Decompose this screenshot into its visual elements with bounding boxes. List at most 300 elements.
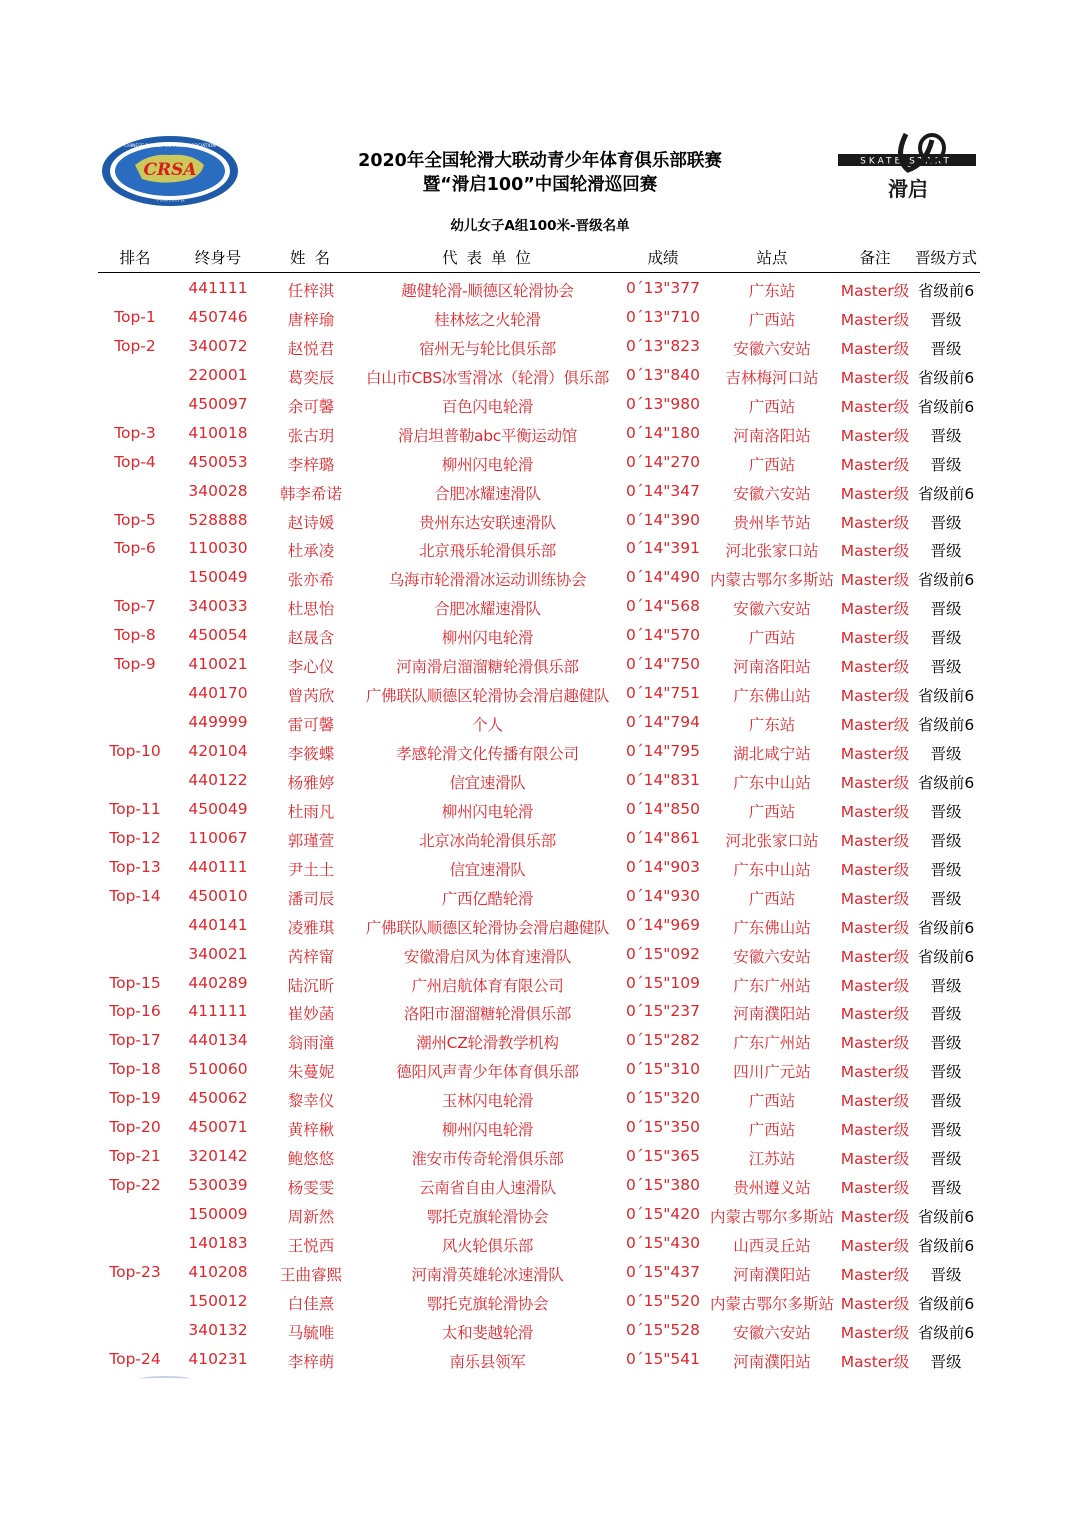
advance-cell: 晋级 bbox=[930, 339, 962, 358]
note-cell: Master级 bbox=[840, 1265, 910, 1284]
advance-cell: 省级前6 bbox=[917, 397, 975, 416]
note-cell: Master级 bbox=[840, 1323, 910, 1342]
id-cell: 528888 bbox=[188, 510, 248, 529]
advance-cell: 省级前6 bbox=[917, 1208, 975, 1226]
unit-cell: 北京飛乐轮滑俱乐部 bbox=[419, 542, 556, 561]
score-cell: 0´14"795 bbox=[625, 742, 701, 760]
unit-cell: 广州启航体育有限公司 bbox=[411, 976, 564, 995]
note-cell: Master级 bbox=[840, 571, 910, 590]
unit-cell: 贵州东达安联速滑队 bbox=[419, 513, 556, 532]
advance-cell: 晋级 bbox=[930, 831, 962, 850]
unit-cell: 信宜速滑队 bbox=[449, 860, 526, 879]
score-cell: 0´15"528 bbox=[625, 1320, 701, 1339]
score-cell: 0´15"109 bbox=[625, 973, 701, 992]
unit-cell: 柳州闪电轮滑 bbox=[441, 802, 534, 821]
name-cell: 杜思怡 bbox=[287, 600, 335, 619]
advance-cell: 晋级 bbox=[930, 1092, 962, 1111]
score-cell: 0´14"831 bbox=[625, 770, 701, 789]
unit-cell: 淮安市传奇轮滑俱乐部 bbox=[411, 1150, 564, 1169]
svg-text:滑启: 滑启 bbox=[888, 177, 928, 201]
score-cell: 0´15"420 bbox=[625, 1205, 701, 1223]
note-cell: Master级 bbox=[840, 1034, 910, 1053]
id-cell: 150012 bbox=[188, 1291, 248, 1310]
station-cell: 广西站 bbox=[748, 802, 796, 821]
score-cell: 0´15"541 bbox=[625, 1349, 701, 1368]
unit-cell: 柳州闪电轮滑 bbox=[441, 629, 534, 648]
rank-cell: Top-5 bbox=[114, 510, 156, 529]
advance-cell: 晋级 bbox=[930, 1063, 962, 1082]
station-cell: 广东站 bbox=[748, 716, 796, 735]
note-cell: Master级 bbox=[840, 426, 910, 445]
table-row bbox=[0, 768, 1080, 797]
station-cell: 广东佛山站 bbox=[733, 687, 811, 706]
advance-cell: 晋级 bbox=[930, 455, 962, 474]
rank-cell: Top-4 bbox=[114, 452, 156, 471]
unit-cell: 广西亿酷轮滑 bbox=[441, 889, 534, 908]
score-cell: 0´13"823 bbox=[625, 336, 701, 355]
id-cell: 340132 bbox=[188, 1320, 248, 1339]
unit-cell: 鄂托克旗轮滑协会 bbox=[426, 1208, 549, 1226]
advance-cell: 省级前6 bbox=[917, 484, 975, 503]
note-cell: Master级 bbox=[840, 397, 910, 416]
id-cell: 110067 bbox=[188, 828, 248, 847]
unit-cell: 云南省自由人速滑队 bbox=[419, 1179, 556, 1198]
table-row bbox=[0, 565, 1080, 594]
id-cell: 450746 bbox=[188, 307, 248, 326]
note-cell: Master级 bbox=[840, 1005, 910, 1024]
unit-cell: 风火轮俱乐部 bbox=[441, 1236, 534, 1255]
note-cell: Master级 bbox=[840, 976, 910, 995]
id-cell: 410208 bbox=[188, 1262, 248, 1281]
unit-cell: 德阳风声青少年体育俱乐部 bbox=[396, 1063, 579, 1082]
id-cell: 411111 bbox=[188, 1002, 248, 1021]
id-cell: 450062 bbox=[188, 1089, 248, 1108]
note-cell: Master级 bbox=[840, 947, 910, 966]
station-cell: 广西站 bbox=[748, 1121, 796, 1140]
rank-cell: Top-23 bbox=[109, 1262, 161, 1281]
header-id: 终身号 bbox=[194, 249, 242, 267]
id-cell: 449999 bbox=[188, 713, 248, 732]
note-cell: Master级 bbox=[840, 513, 910, 532]
table-row bbox=[0, 1115, 1080, 1144]
table-row bbox=[0, 826, 1080, 855]
station-cell: 河南濮阳站 bbox=[733, 1005, 811, 1024]
id-cell: 440289 bbox=[188, 973, 248, 992]
table-row bbox=[0, 363, 1080, 392]
id-cell: 340072 bbox=[188, 336, 248, 355]
note-cell: Master级 bbox=[840, 802, 910, 821]
station-cell: 山西灵丘站 bbox=[733, 1236, 811, 1255]
note-cell: Master级 bbox=[840, 658, 910, 677]
id-cell: 440134 bbox=[188, 1031, 248, 1050]
score-cell: 0´15"350 bbox=[625, 1118, 701, 1137]
table-row bbox=[0, 508, 1080, 537]
header-advance: 晋级方式 bbox=[914, 249, 977, 267]
advance-cell: 省级前6 bbox=[917, 368, 975, 387]
station-cell: 广西站 bbox=[748, 629, 796, 648]
note-cell: Master级 bbox=[840, 1092, 910, 1111]
rank-cell: Top-3 bbox=[114, 423, 156, 442]
score-cell: 0´15"437 bbox=[625, 1262, 701, 1281]
rank-cell: Top-16 bbox=[109, 1002, 161, 1021]
station-cell: 广西站 bbox=[748, 1092, 796, 1111]
name-cell: 杨雅婷 bbox=[287, 773, 335, 792]
note-cell: Master级 bbox=[840, 282, 910, 300]
score-cell: 0´15"282 bbox=[625, 1031, 701, 1050]
table-row bbox=[0, 1173, 1080, 1202]
id-cell: 340028 bbox=[188, 481, 248, 500]
unit-cell: 太和斐越轮滑 bbox=[441, 1323, 534, 1342]
rank-cell: Top-20 bbox=[109, 1118, 161, 1137]
score-cell: 0´14"568 bbox=[625, 597, 701, 616]
unit-cell: 信宜速滑队 bbox=[449, 773, 526, 792]
table-row bbox=[0, 1144, 1080, 1173]
table-row bbox=[0, 1202, 1080, 1231]
unit-cell: 潮州CZ轮滑教学机构 bbox=[416, 1034, 559, 1053]
name-cell: 王悦西 bbox=[287, 1236, 335, 1255]
table-row bbox=[0, 623, 1080, 652]
note-cell: Master级 bbox=[840, 831, 910, 850]
station-cell: 内蒙古鄂尔多斯站 bbox=[709, 1208, 834, 1226]
score-cell: 0´14"750 bbox=[625, 655, 701, 674]
table-row bbox=[0, 305, 1080, 334]
advance-cell: 晋级 bbox=[930, 542, 962, 561]
table-row bbox=[0, 942, 1080, 971]
advance-cell: 晋级 bbox=[930, 426, 962, 445]
advance-cell: 晋级 bbox=[930, 1265, 962, 1284]
advance-cell: 晋级 bbox=[930, 1352, 962, 1371]
id-cell: 140183 bbox=[188, 1233, 248, 1252]
station-cell: 贵州遵义站 bbox=[733, 1179, 811, 1198]
score-cell: 0´13"980 bbox=[625, 394, 701, 413]
station-cell: 广东广州站 bbox=[733, 976, 811, 995]
advance-cell: 省级前6 bbox=[917, 571, 975, 590]
station-cell: 河南濮阳站 bbox=[733, 1352, 811, 1371]
table-row bbox=[0, 1231, 1080, 1260]
station-cell: 广西站 bbox=[748, 889, 796, 908]
table-row bbox=[0, 1318, 1080, 1347]
name-cell: 张亦希 bbox=[287, 571, 335, 590]
station-cell: 河北张家口站 bbox=[725, 542, 819, 561]
page-subtitle: 幼儿女子A组100米-晋级名单 bbox=[450, 218, 630, 234]
score-cell: 0´13"710 bbox=[625, 307, 701, 326]
rank-cell: Top-17 bbox=[109, 1031, 161, 1050]
id-cell: 150049 bbox=[188, 568, 248, 587]
rank-cell: Top-10 bbox=[109, 742, 161, 760]
name-cell: 王曲睿熙 bbox=[279, 1265, 342, 1284]
id-cell: 320142 bbox=[188, 1147, 248, 1166]
score-cell: 0´14"861 bbox=[625, 828, 701, 847]
unit-cell: 河南滑英雄轮冰速滑队 bbox=[411, 1265, 564, 1284]
station-cell: 广西站 bbox=[748, 310, 796, 329]
name-cell: 赵诗媛 bbox=[287, 513, 335, 532]
advance-cell: 省级前6 bbox=[917, 1294, 975, 1313]
score-cell: 0´15"520 bbox=[625, 1291, 701, 1310]
rank-cell: Top-19 bbox=[109, 1089, 161, 1108]
svg-text:CRSA: CRSA bbox=[143, 160, 197, 180]
id-cell: 440170 bbox=[188, 684, 248, 703]
station-cell: 河北张家口站 bbox=[725, 831, 819, 850]
score-cell: 0´14"903 bbox=[625, 857, 701, 876]
station-cell: 安徽六安站 bbox=[733, 1323, 811, 1342]
rank-cell: Top-11 bbox=[109, 799, 161, 818]
score-cell: 0´14"570 bbox=[625, 626, 701, 645]
score-cell: 0´14"969 bbox=[625, 915, 701, 934]
station-cell: 河南洛阳站 bbox=[733, 658, 811, 677]
note-cell: Master级 bbox=[840, 368, 910, 387]
station-cell: 广西站 bbox=[748, 397, 796, 416]
unit-cell: 桂林炫之火轮滑 bbox=[434, 310, 541, 329]
advance-cell: 省级前6 bbox=[917, 773, 975, 792]
station-cell: 广东佛山站 bbox=[733, 918, 811, 937]
note-cell: Master级 bbox=[840, 629, 910, 648]
rank-cell: Top-14 bbox=[109, 886, 161, 905]
rank-cell: Top-24 bbox=[109, 1349, 161, 1368]
header-rank: 排名 bbox=[119, 249, 151, 267]
advance-cell: 晋级 bbox=[930, 310, 962, 329]
table-row bbox=[0, 797, 1080, 826]
unit-cell: 南乐县领军 bbox=[449, 1352, 526, 1371]
advance-cell: 晋级 bbox=[930, 1179, 962, 1198]
header-name: 姓 名 bbox=[290, 249, 332, 267]
note-cell: Master级 bbox=[840, 918, 910, 937]
station-cell: 湖北咸宁站 bbox=[733, 745, 811, 763]
name-cell: 张古玥 bbox=[287, 426, 335, 445]
table-row bbox=[0, 1086, 1080, 1115]
rank-cell: Top-13 bbox=[109, 857, 161, 876]
note-cell: Master级 bbox=[840, 860, 910, 879]
id-cell: 410021 bbox=[188, 655, 248, 674]
note-cell: Master级 bbox=[840, 455, 910, 474]
score-cell: 0´15"365 bbox=[625, 1147, 701, 1166]
note-cell: Master级 bbox=[840, 687, 910, 706]
score-cell: 0´15"380 bbox=[625, 1176, 701, 1195]
note-cell: Master级 bbox=[840, 1063, 910, 1082]
advance-cell: 晋级 bbox=[930, 976, 962, 995]
table-row bbox=[0, 276, 1080, 305]
station-cell: 安徽六安站 bbox=[733, 600, 811, 619]
unit-cell: 合肥冰耀速滑队 bbox=[434, 600, 541, 619]
station-cell: 内蒙古鄂尔多斯站 bbox=[709, 1294, 834, 1313]
table-row bbox=[0, 681, 1080, 710]
unit-cell: 白山市CBS冰雪滑冰（轮滑）俱乐部 bbox=[366, 368, 609, 387]
unit-cell: 河南滑启溜溜糖轮滑俱乐部 bbox=[396, 658, 579, 677]
advance-cell: 省级前6 bbox=[917, 947, 975, 966]
score-cell: 0´15"430 bbox=[625, 1233, 701, 1252]
id-cell: 440141 bbox=[188, 915, 248, 934]
id-cell: 450053 bbox=[188, 452, 248, 471]
name-cell: 黄梓楸 bbox=[287, 1121, 335, 1140]
score-cell: 0´13"840 bbox=[625, 365, 701, 384]
rank-cell: Top-7 bbox=[114, 597, 156, 616]
id-cell: 510060 bbox=[188, 1060, 248, 1079]
score-cell: 0´14"270 bbox=[625, 452, 701, 471]
advance-cell: 晋级 bbox=[930, 1150, 962, 1169]
header-station: 站点 bbox=[756, 249, 788, 267]
station-cell: 广东站 bbox=[748, 282, 796, 300]
note-cell: Master级 bbox=[840, 1208, 910, 1226]
table-row bbox=[0, 392, 1080, 421]
note-cell: Master级 bbox=[840, 1150, 910, 1169]
table-row bbox=[0, 1057, 1080, 1086]
unit-cell: 安徽滑启风为体育速滑队 bbox=[403, 947, 572, 966]
score-cell: 0´15"320 bbox=[625, 1089, 701, 1108]
table-row bbox=[0, 739, 1080, 768]
unit-cell: 乌海市轮滑滑冰运动训练协会 bbox=[388, 571, 587, 590]
name-cell: 凌雅琪 bbox=[287, 918, 335, 937]
advance-cell: 省级前6 bbox=[917, 716, 975, 735]
rank-cell: Top-15 bbox=[109, 973, 161, 992]
advance-cell: 晋级 bbox=[930, 1121, 962, 1140]
station-cell: 内蒙古鄂尔多斯站 bbox=[709, 571, 834, 590]
page-title: 2020年全国轮滑大联动青少年体育俱乐部联赛 bbox=[358, 151, 722, 171]
advance-cell: 省级前6 bbox=[917, 687, 975, 706]
table-row bbox=[0, 1347, 1080, 1376]
unit-cell: 鄂托克旗轮滑协会 bbox=[426, 1294, 549, 1313]
id-cell: 450054 bbox=[188, 626, 248, 645]
name-cell: 雷可馨 bbox=[287, 716, 335, 735]
advance-cell: 晋级 bbox=[930, 658, 962, 677]
unit-cell: 玉林闪电轮滑 bbox=[441, 1092, 534, 1111]
name-cell: 李筱蝶 bbox=[287, 745, 335, 763]
table-row bbox=[0, 450, 1080, 479]
id-cell: 420104 bbox=[188, 742, 248, 760]
table-row bbox=[0, 421, 1080, 450]
advance-cell: 省级前6 bbox=[917, 918, 975, 937]
name-cell: 芮梓甯 bbox=[287, 947, 335, 966]
station-cell: 贵州毕节站 bbox=[733, 513, 811, 532]
name-cell: 尹土土 bbox=[287, 860, 335, 879]
note-cell: Master级 bbox=[840, 1236, 910, 1255]
score-cell: 0´14"850 bbox=[625, 799, 701, 818]
name-cell: 李梓璐 bbox=[287, 455, 335, 474]
score-cell: 0´15"092 bbox=[625, 944, 701, 963]
note-cell: Master级 bbox=[840, 745, 910, 763]
rank-cell: Top-22 bbox=[109, 1176, 161, 1195]
score-cell: 0´14"390 bbox=[625, 510, 701, 529]
score-cell: 0´14"751 bbox=[625, 684, 701, 703]
note-cell: Master级 bbox=[840, 600, 910, 619]
station-cell: 四川广元站 bbox=[733, 1063, 811, 1082]
score-cell: 0´15"237 bbox=[625, 1002, 701, 1021]
note-cell: Master级 bbox=[840, 1294, 910, 1313]
station-cell: 江苏站 bbox=[748, 1150, 796, 1169]
id-cell: 530039 bbox=[188, 1176, 248, 1195]
station-cell: 安徽六安站 bbox=[733, 484, 811, 503]
table-row bbox=[0, 652, 1080, 681]
score-cell: 0´14"180 bbox=[625, 423, 701, 442]
id-cell: 440122 bbox=[188, 770, 248, 789]
advance-cell: 省级前6 bbox=[917, 282, 975, 300]
header-score: 成绩 bbox=[647, 249, 679, 267]
name-cell: 韩李希诺 bbox=[279, 484, 342, 503]
advance-cell: 晋级 bbox=[930, 1034, 962, 1053]
unit-cell: 个人 bbox=[472, 716, 503, 735]
header-unit: 代 表 单 位 bbox=[442, 249, 533, 267]
page-title-secondary: 暨“滑启100”中国轮滑巡回赛 bbox=[422, 175, 658, 195]
advance-cell: 晋级 bbox=[930, 1005, 962, 1024]
unit-cell: 滑启坦普勒abc平衡运动馆 bbox=[398, 426, 577, 445]
unit-cell: 合肥冰耀速滑队 bbox=[434, 484, 541, 503]
station-cell: 广东中山站 bbox=[733, 860, 811, 879]
advance-cell: 省级前6 bbox=[917, 1236, 975, 1255]
skate-start-logo bbox=[836, 128, 978, 204]
name-cell: 杜雨凡 bbox=[287, 802, 335, 821]
station-cell: 吉林梅河口站 bbox=[725, 368, 819, 387]
header-divider bbox=[98, 272, 980, 273]
name-cell: 黎幸仪 bbox=[287, 1092, 335, 1111]
name-cell: 陆沉昕 bbox=[287, 976, 335, 995]
name-cell: 李心仪 bbox=[287, 658, 335, 677]
unit-cell: 趣健轮滑-顺德区轮滑协会 bbox=[401, 282, 574, 300]
advance-cell: 晋级 bbox=[930, 860, 962, 879]
note-cell: Master级 bbox=[840, 889, 910, 908]
name-cell: 鲍悠悠 bbox=[287, 1150, 335, 1169]
advance-cell: 晋级 bbox=[930, 513, 962, 532]
note-cell: Master级 bbox=[840, 484, 910, 503]
name-cell: 赵晟含 bbox=[287, 629, 335, 648]
id-cell: 450071 bbox=[188, 1118, 248, 1137]
note-cell: Master级 bbox=[840, 542, 910, 561]
table-row bbox=[0, 855, 1080, 884]
rank-cell: Top-8 bbox=[114, 626, 156, 645]
name-cell: 赵悦君 bbox=[287, 339, 335, 358]
header-note: 备注 bbox=[859, 249, 891, 267]
rank-cell: Top-6 bbox=[114, 539, 156, 558]
table-row bbox=[0, 884, 1080, 913]
note-cell: Master级 bbox=[840, 1179, 910, 1198]
unit-cell: 广佛联队顺德区轮滑协会滑启趣健队 bbox=[365, 687, 610, 706]
id-cell: 410018 bbox=[188, 423, 248, 442]
note-cell: Master级 bbox=[840, 339, 910, 358]
unit-cell: 百色闪电轮滑 bbox=[441, 397, 534, 416]
advance-cell: 省级前6 bbox=[917, 1323, 975, 1342]
name-cell: 葛奕辰 bbox=[287, 368, 335, 387]
id-cell: 340033 bbox=[188, 597, 248, 616]
unit-cell: 柳州闪电轮滑 bbox=[441, 455, 534, 474]
note-cell: Master级 bbox=[840, 310, 910, 329]
name-cell: 唐梓瑜 bbox=[287, 310, 335, 329]
note-cell: Master级 bbox=[840, 716, 910, 735]
station-cell: 安徽六安站 bbox=[733, 947, 811, 966]
id-cell: 450049 bbox=[188, 799, 248, 818]
table-row bbox=[0, 479, 1080, 508]
unit-cell: 宿州无与轮比俱乐部 bbox=[419, 339, 556, 358]
crsa-logo bbox=[100, 135, 240, 207]
id-cell: 410231 bbox=[188, 1349, 248, 1368]
rank-cell: Top-12 bbox=[109, 828, 161, 847]
score-cell: 0´14"794 bbox=[625, 713, 701, 732]
advance-cell: 晋级 bbox=[930, 802, 962, 821]
name-cell: 马毓唯 bbox=[287, 1323, 335, 1342]
unit-cell: 柳州闪电轮滑 bbox=[441, 1121, 534, 1140]
station-cell: 河南濮阳站 bbox=[733, 1265, 811, 1284]
advance-cell: 晋级 bbox=[930, 745, 962, 763]
svg-text:SKATE START: SKATE START bbox=[860, 156, 952, 167]
name-cell: 任梓淇 bbox=[287, 282, 335, 300]
unit-cell: 孝感轮滑文化传播有限公司 bbox=[396, 745, 579, 763]
table-row bbox=[0, 536, 1080, 565]
score-cell: 0´13"377 bbox=[625, 279, 701, 297]
table-row bbox=[0, 334, 1080, 363]
id-cell: 441111 bbox=[188, 279, 248, 297]
name-cell: 杨雯雯 bbox=[287, 1179, 335, 1198]
score-cell: 0´14"391 bbox=[625, 539, 701, 558]
table-row bbox=[0, 971, 1080, 1000]
table-row bbox=[0, 1260, 1080, 1289]
table-row bbox=[0, 710, 1080, 739]
rank-cell: Top-1 bbox=[114, 307, 156, 326]
